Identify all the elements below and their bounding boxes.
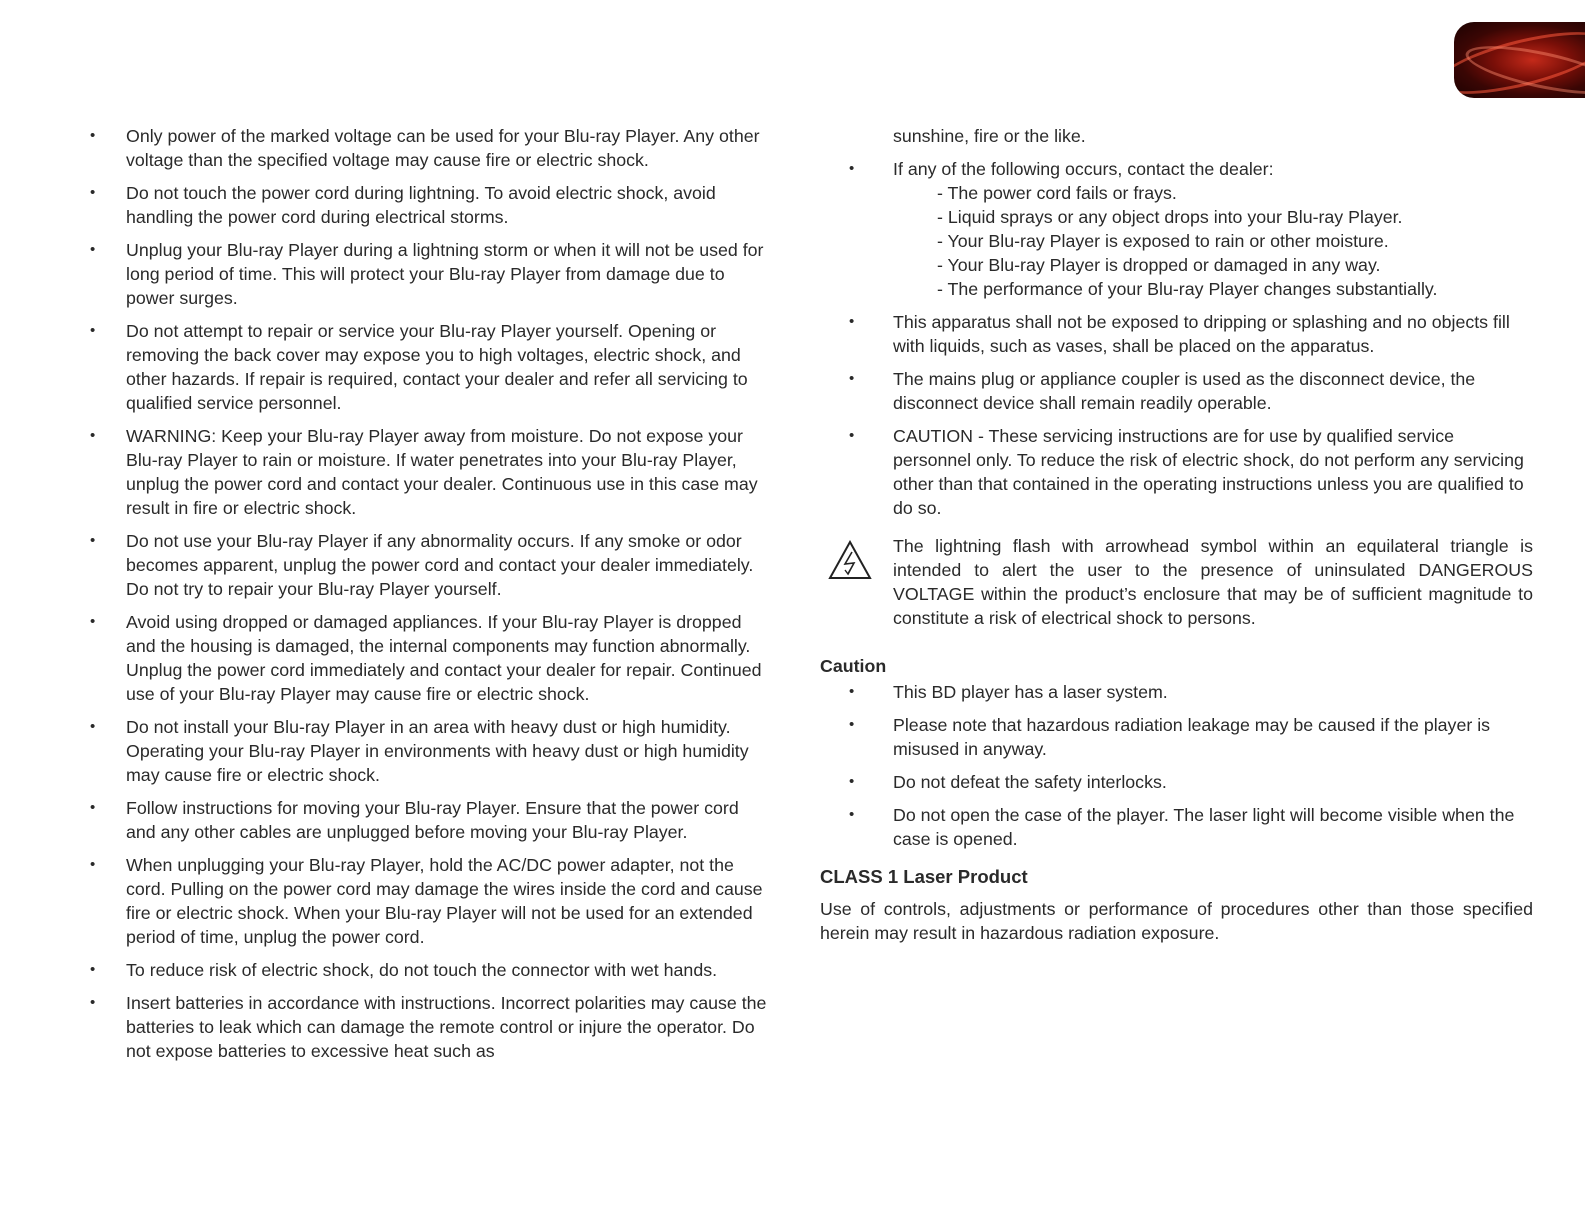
list-item: • This BD player has a laser system. [820, 680, 1533, 704]
list-item: • Do not open the case of the player. The laser light will become visible when the case is opened. [820, 803, 1533, 851]
list-item: • Do not touch the power cord during lightning. To avoid electric shock, avoid handling the power cord during electrical storms. [90, 181, 770, 229]
sub-item: - The performance of your Blu-ray Player changes substantially. [937, 279, 1438, 299]
lightning-warning-icon [828, 540, 872, 580]
left-column [90, 124, 770, 1072]
list-item: • Do not install your Blu-ray Player in an area with heavy dust or high humidity. Operating your Blu-ray Player in environments with heavy dust or high humidity may cause fire or electric shock. [90, 715, 770, 787]
list-item: • Do not use your Blu-ray Player if any abnormality occurs. If any smoke or odor becomes apparent, unplug the power cord and contact your dealer immediately. Do not try to repair your Blu-ray Player yourself. [90, 529, 770, 601]
class1-text: Use of controls, adjustments or performance of procedures other than those specified herein may result in hazardous radiation exposure. [820, 899, 1533, 943]
dealer-sublist [893, 181, 1533, 301]
caution-heading: Caution [820, 656, 887, 676]
list-item: • The mains plug or appliance coupler is used as the disconnect device, the disconnect device shall remain readily operable. [820, 367, 1533, 415]
class1-heading: CLASS 1 Laser Product [820, 866, 1028, 887]
list-item: • When unplugging your Blu-ray Player, hold the AC/DC power adapter, not the cord. Pulling on the power cord may damage the wires inside the cord and cause fire or electric shock. When your Blu-ray Player will not be used for an extended period of time, unplug the power cord. [90, 853, 770, 949]
list-item: • Avoid using dropped or damaged appliances. If your Blu-ray Player is dropped and the housing is damaged, the internal components may function abnormally. Unplug the power cord immediately and contact your dealer for repair. Continued use of your Blu-ray Player may cause fire or electric shock. [90, 610, 770, 706]
sub-item: - Your Blu-ray Player is dropped or damaged in any way. [937, 255, 1381, 275]
list-item: • Unplug your Blu-ray Player during a lightning storm or when it will not be used for long period of time. This will protect your Blu-ray Player from damage due to power surges. [90, 238, 770, 310]
sub-item: - Liquid sprays or any object drops into your Blu-ray Player. [937, 207, 1403, 227]
list-item: • Do not attempt to repair or service your Blu-ray Player yourself. Opening or removing the back cover may expose you to high voltages, electric shock, and other hazards. If repair is required, contact your dealer and refer all servicing to qualified service personnel. [90, 319, 770, 415]
caution-bullet-list [820, 680, 1533, 851]
right-column [820, 124, 1533, 945]
sub-item: - The power cord fails or frays. [937, 183, 1177, 203]
list-item: • WARNING: Keep your Blu-ray Player away from moisture. Do not expose your Blu-ray Player to rain or moisture. If water penetrates into your Blu-ray Player, unplug the power cord and contact your dealer. Continuous use in this case may result in fire or electric shock. [90, 424, 770, 520]
lightning-warning [820, 534, 1533, 630]
dealer-intro: If any of the following occurs, contact the dealer: [893, 159, 1274, 179]
sub-item: - Your Blu-ray Player is exposed to rain or other moisture. [937, 231, 1389, 251]
list-item: • Only power of the marked voltage can be used for your Blu-ray Player. Any other voltage than the specified voltage may cause fire or electric shock. [90, 124, 770, 172]
continued-text: sunshine, fire or the like. [893, 126, 1086, 146]
list-item: • Insert batteries in accordance with instructions. Incorrect polarities may cause the batteries to leak which can damage the remote control or injure the operator. Do not expose batteries to excessive heat such as [90, 991, 770, 1063]
brand-corner-tab [1454, 22, 1585, 98]
list-item: • Please note that hazardous radiation leakage may be caused if the player is misused in anyway. [820, 713, 1533, 761]
safety-bullet-list [820, 157, 1533, 520]
lightning-warning-text: The lightning flash with arrowhead symbol within an equilateral triangle is intended to alert the user to the presence of uninsulated DANGEROUS VOLTAGE within the product’s enclosure that may be of sufficient magnitude to constitute a risk of electrical shock to persons. [893, 536, 1533, 628]
list-item: • This apparatus shall not be exposed to dripping or splashing and no objects fill with liquids, such as vases, shall be placed on the apparatus. [820, 310, 1533, 358]
list-item-dealer [820, 157, 1533, 301]
safety-bullet-list [90, 124, 770, 1063]
list-item: • Follow instructions for moving your Blu-ray Player. Ensure that the power cord and any other cables are unplugged before moving your Blu-ray Player. [90, 796, 770, 844]
list-item: • CAUTION - These servicing instructions are for use by qualified service personnel only. To reduce the risk of electric shock, do not perform any servicing other than that contained in the operating instructions unless you are qualified to do so. [820, 424, 1533, 520]
list-item: • To reduce risk of electric shock, do not touch the connector with wet hands. [90, 958, 770, 982]
list-item: • Do not defeat the safety interlocks. [820, 770, 1533, 794]
